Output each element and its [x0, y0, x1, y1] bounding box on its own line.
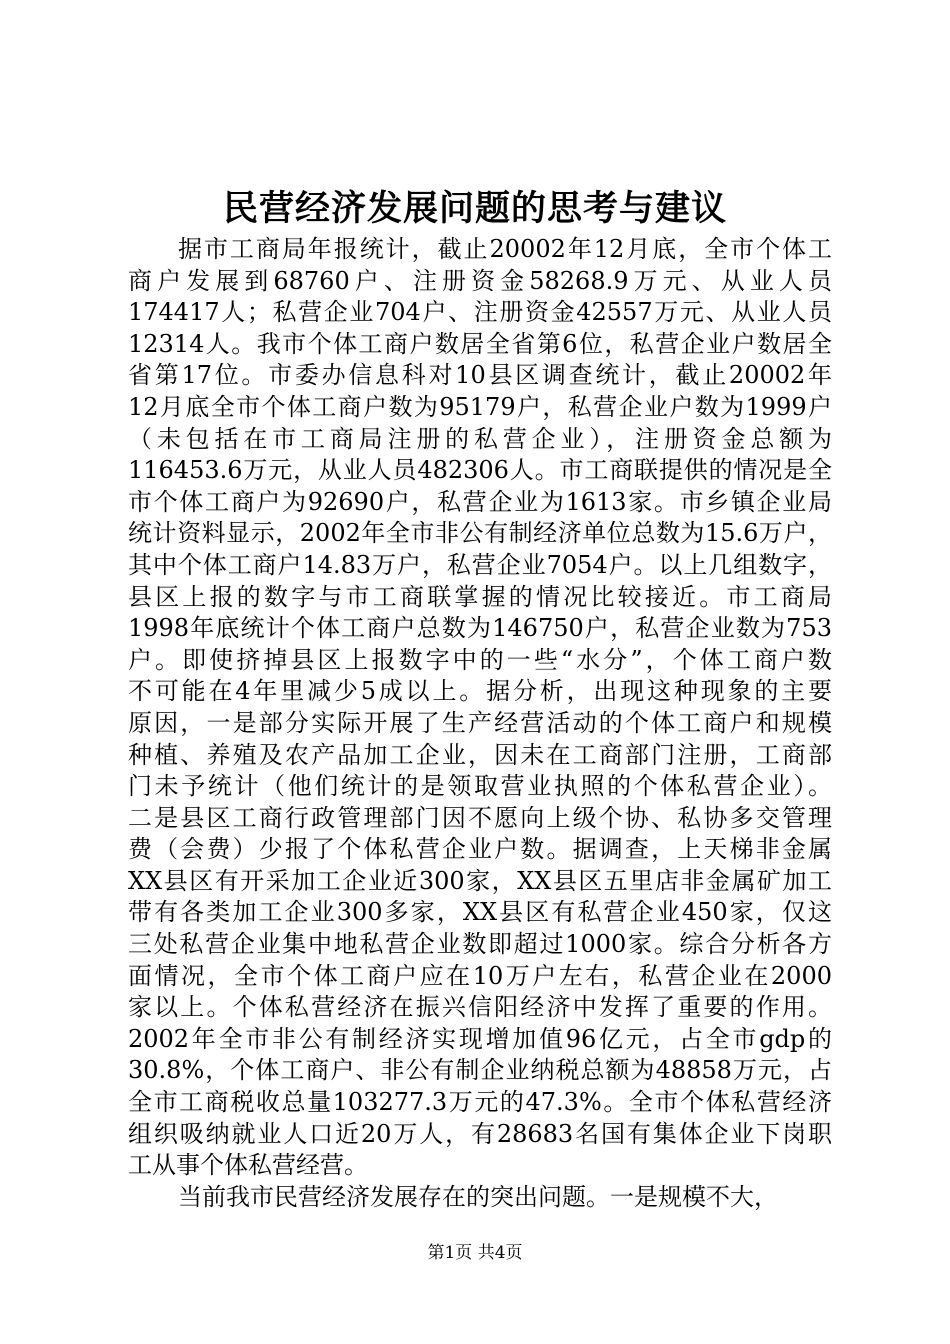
paragraph-line: 原因，一是部分实际开展了生产经营活动的个体工商户和规模 — [128, 708, 832, 737]
paragraph-line: 12314人。我市个体工商户数居全省第6位，私营企业户数居全 — [128, 329, 832, 358]
paragraph-line: 门未予统计（他们统计的是领取营业执照的个体私营企业）。 — [128, 772, 832, 801]
document-title: 民营经济发展问题的思考与建议 — [222, 189, 727, 229]
paragraph-line: 116453.6万元，从业人员482306人。市工商联提供的情况是全 — [128, 456, 832, 485]
paragraph-line: 统计资料显示，2002年全市非公有制经济单位总数为15.6万户， — [128, 519, 832, 548]
page-number-label: 第1页 共4页 — [427, 1243, 523, 1263]
paragraph-line: 县区上报的数字与市工商联掌握的情况比较接近。市工商局 — [128, 582, 832, 611]
paragraph-line: 费（会费）少报了个体私营企业户数。据调查，上天梯非金属 — [128, 835, 832, 864]
paragraph-line: 1998年底统计个体工商户总数为146750户，私营企业数为753 — [128, 614, 832, 643]
paragraph-line: 家以上。个体私营经济在振兴信阳经济中发挥了重要的作用。 — [128, 993, 832, 1022]
paragraph-line: 工从事个体私营经营。 — [128, 1151, 368, 1180]
paragraph-line: 商户发展到68760户、注册资金58268.9万元、从业人员 — [128, 266, 832, 295]
paragraph-line: 面情况，全市个体工商户应在10万户左右，私营企业在2000 — [128, 961, 832, 990]
paragraph-line: 二是县区工商行政管理部门因不愿向上级个协、私协多交管理 — [128, 803, 832, 832]
document-body — [128, 234, 832, 1213]
paragraph-statistics — [128, 234, 832, 1182]
paragraph-line: 12月底全市个体工商户数为95179户，私营企业户数为1999户 — [128, 392, 832, 421]
paragraph-line: 30.8%，个体工商户、非公有制企业纳税总额为48858万元，占 — [128, 1056, 832, 1085]
paragraph-line: 组织吸纳就业人口近20万人，有28683名国有集体企业下岗职 — [128, 1119, 832, 1148]
paragraph-line: 带有各类加工企业300多家，XX县区有私营企业450家，仅这 — [128, 898, 832, 927]
paragraph-line: 2002年全市非公有制经济实现增加值96亿元，占全市gdp的 — [128, 1024, 832, 1053]
paragraph-problems — [128, 1182, 832, 1214]
page-footer — [0, 1241, 950, 1265]
paragraph-line: 174417人；私营企业704户、注册资金42557万元、从业人员 — [128, 298, 832, 327]
paragraph-line: （未包括在市工商局注册的私营企业），注册资金总额为 — [128, 424, 832, 453]
paragraph-line: 三处私营企业集中地私营企业数即超过1000家。综合分析各方 — [128, 930, 832, 959]
paragraph-line: 户。即使挤掉县区上报数字中的一些“水分”，个体工商户数 — [128, 645, 832, 674]
paragraph-line: 市个体工商户为92690户，私营企业为1613家。市乡镇企业局 — [128, 487, 832, 516]
paragraph-line: 种植、养殖及农产品加工企业，因未在工商部门注册，工商部 — [128, 740, 832, 769]
paragraph-line: 其中个体工商户14.83万户，私营企业7054户。以上几组数字， — [128, 550, 832, 579]
paragraph-line: 当前我市民营经济发展存在的突出问题。一是规模不大， — [178, 1182, 778, 1211]
paragraph-line: 不可能在4年里减少5成以上。据分析，出现这种现象的主要 — [128, 677, 832, 706]
paragraph-line: 据市工商局年报统计，截止20002年12月底，全市个体工 — [178, 235, 832, 263]
paragraph-line: 全市工商税收总量103277.3万元的47.3%。全市个体私营经济 — [128, 1088, 832, 1117]
paragraph-line: 省第17位。市委办信息科对10县区调查统计，截止20002年 — [128, 361, 832, 390]
paragraph-line: XX县区有开采加工企业近300家，XX县区五里店非金属矿加工 — [128, 866, 832, 895]
